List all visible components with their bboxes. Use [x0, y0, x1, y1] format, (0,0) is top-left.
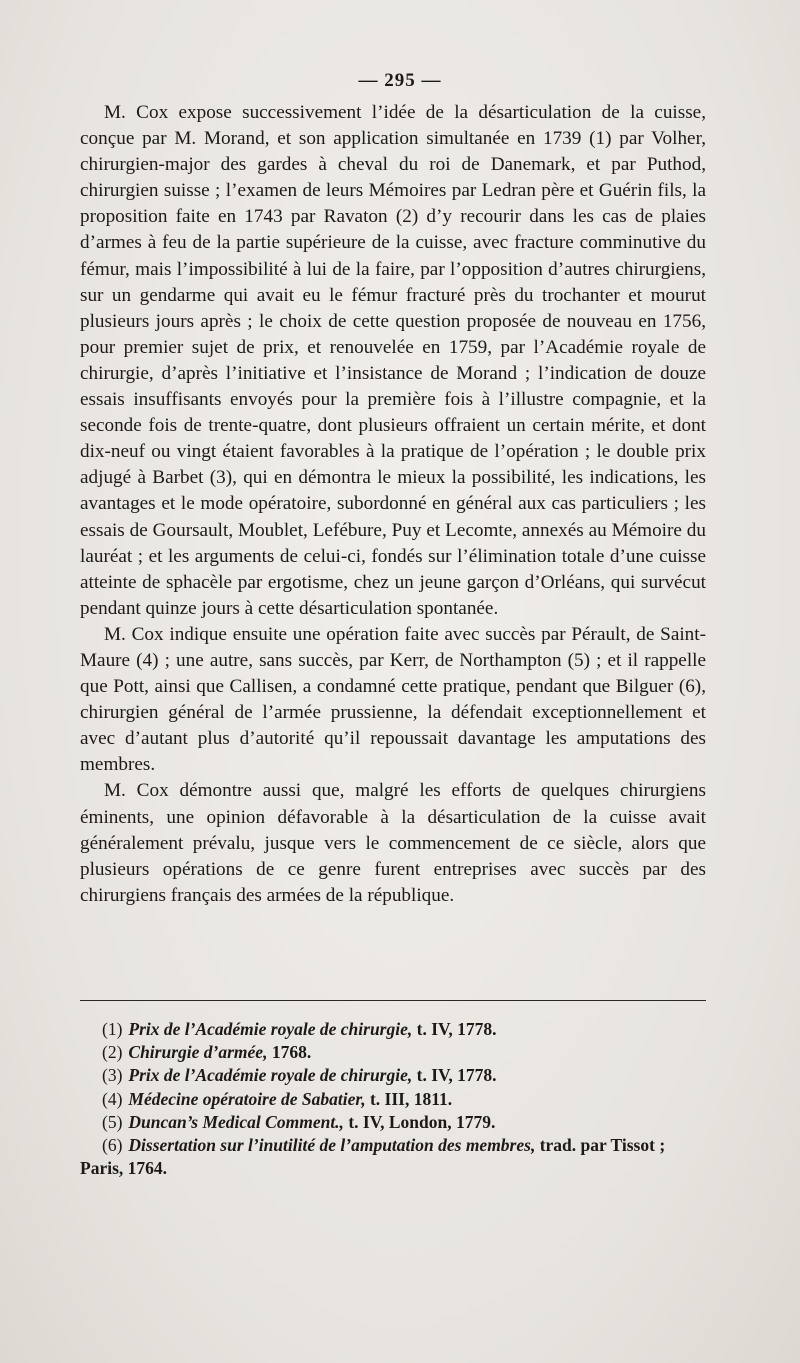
footnote — [80, 1111, 706, 1134]
footnote-title: Duncan’s Medical Comment., — [128, 1111, 344, 1132]
footnote — [80, 1064, 706, 1087]
footnote — [80, 1134, 706, 1180]
body-text — [80, 100, 706, 909]
paragraph: M. Cox indique ensuite une opération faite avec succès par Pérault, de Saint-Maure (4) ; une autre, sans succès, par Kerr, de Northampton (5) ; et il rappelle que Pott, ainsi que Callisen, a condamné cette pratique, pendant que Bilguer (6), chirurgien général de l’armée prussienne, la défendait exceptionnellement et avec d’autant plus d’autorité qu’il repoussait davantage les amputations des membres. — [80, 623, 706, 776]
footnote-title: Chirurgie d’armée, — [128, 1042, 268, 1063]
paragraph: M. Cox démontre aussi que, malgré les efforts de quelques chirurgiens éminents, une opinion défavorable à la désarticulation de la cuisse avait généralement prévalu, jusque vers le commencement de ce siècle, alors que plusieurs opérations de ce genre furent entreprises avec succès par des chirurgiens français des armées de la république. — [80, 780, 706, 906]
footnote-number: (6) — [102, 1135, 123, 1156]
page-number: — 295 — — [358, 70, 442, 91]
footnote-number: (3) — [102, 1065, 123, 1086]
footnote-title: Dissertation sur l’inutilité de l’amputation des membres, — [128, 1135, 536, 1156]
footnotes — [80, 1018, 706, 1180]
footnote — [80, 1041, 706, 1064]
footnote-details: trad. par Tissot ; Paris, 1764. — [80, 1135, 666, 1179]
footnote-number: (2) — [102, 1042, 123, 1063]
footnote-divider — [80, 1000, 706, 1001]
footnote-details: t. IV, 1778. — [412, 1019, 497, 1039]
footnote — [80, 1018, 706, 1041]
footnote-details: t. IV, 1778. — [412, 1065, 497, 1086]
footnote-title: Prix de l’Académie royale de chirurgie, — [128, 1065, 413, 1086]
footnote — [80, 1088, 706, 1111]
paragraph: M. Cox expose successivement l’idée de la désarticulation de la cuisse, conçue par M. Morand, et son application simultanée en 1739 (1) par Volher, chirurgien-major des gardes à cheval du roi de Danemark, et par Puthod, chirurgien suisse ; l’examen de leurs Mémoires par Ledran père et Guérin fils, la proposition faite en 1743 par Ravaton (2) d’y recourir dans les cas de plaies d’armes à feu de la partie supérieure de la cuisse, avec fracture comminutive du fémur, mais l’impossibilité à lui de la faire, par l’opposition d’autres chirurgiens, sur un gendarme qui avait eu le fémur fracturé près du trochanter et mourut plusieurs jours après ; le choix de cette question proposée de nouveau en 1756, pour premier sujet de prix, et renouvelée en 1759, par l’Académie royale de chirurgie, d’après l’initiative et l’insistance de Morand ; l’indication de douze essais insuffisants envoyés pour la première fois à l’illustre compagnie, et la seconde fois de trente-quatre, dont plusieurs offraient un certain mérite, et dont dix-neuf ou vingt étaient favorables à la pratique de l’opération ; le double prix adjugé à Barbet (3), qui en démontra le mieux la possibilité, les indications, les avantages et le mode opératoire, subordonné en général aux cas particuliers ; les essais de Goursault, Moublet, Lefébure, Puy et Lecomte, annexés au Mémoire du lauréat ; et les arguments de celui-ci, fondés sur l’élimination totale d’une cuisse atteinte de sphacèle par ergotisme, chez un jeune garçon d’Orléans, qui survécut pendant quinze jours à cette désarticulation spontanée. — [80, 102, 706, 619]
footnote-number: (1) — [102, 1019, 123, 1039]
footnote-title: Médecine opératoire de Sabatier, — [128, 1088, 366, 1109]
footnote-number: (5) — [102, 1111, 123, 1132]
footnote-number: (4) — [102, 1088, 123, 1109]
footnote-title: Prix de l’Académie royale de chirurgie, — [128, 1019, 413, 1039]
footnote-details: 1768. — [267, 1042, 312, 1063]
footnote-details: t. IV, London, 1779. — [343, 1111, 496, 1132]
footnote-details: t. III, 1811. — [365, 1088, 453, 1109]
